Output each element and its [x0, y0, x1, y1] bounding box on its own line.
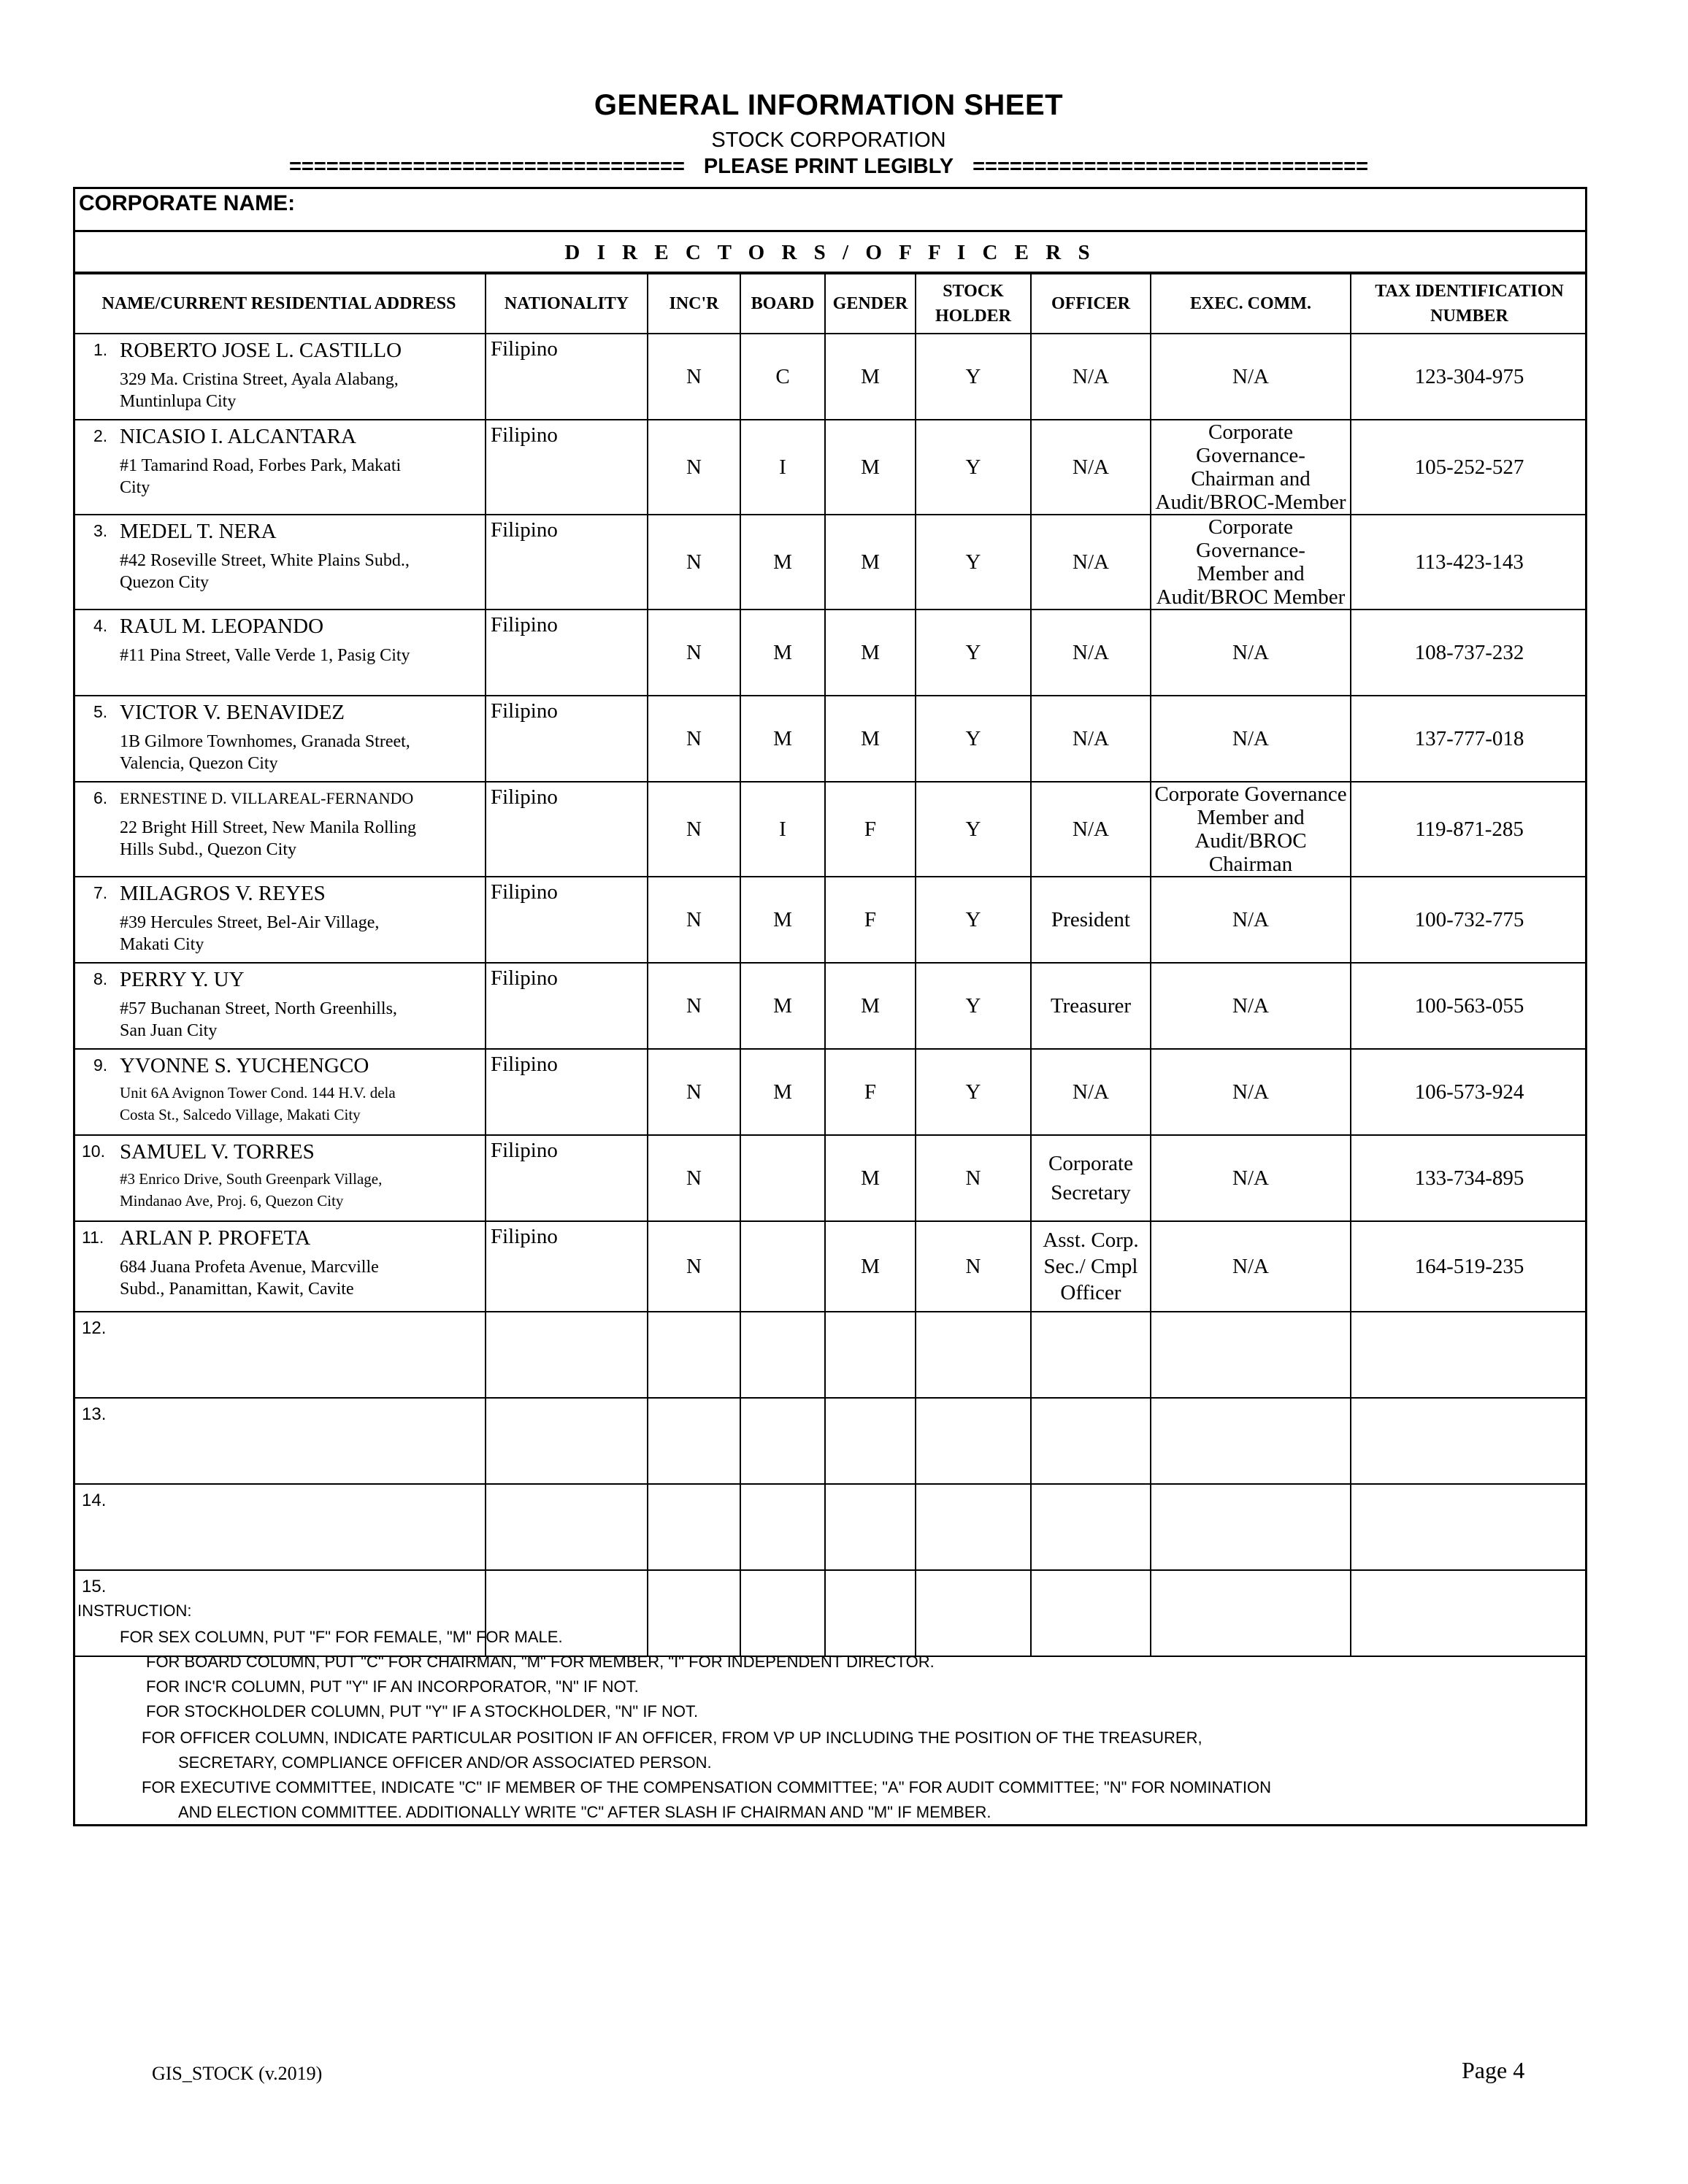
nationality-cell[interactable]: Filipino: [486, 610, 648, 696]
nationality-cell[interactable]: [486, 1398, 648, 1484]
officer-line2: Secretary: [1051, 1181, 1131, 1204]
stockholder-cell[interactable]: Y: [916, 782, 1031, 877]
col-header-tin-line2: NUMBER: [1430, 307, 1508, 326]
tin-cell[interactable]: 100-732-775: [1351, 877, 1587, 963]
officer-line1: Asst. Corp.: [1043, 1228, 1139, 1252]
col-header-tin: [1351, 274, 1587, 334]
row-number: 9.: [93, 1056, 108, 1074]
stockholder-cell[interactable]: Y: [916, 610, 1031, 696]
officer-cell[interactable]: N/A: [1031, 782, 1151, 877]
director-name: VICTOR V. BENAVIDEZ: [120, 701, 345, 724]
director-name: ROBERTO JOSE L. CASTILLO: [120, 339, 402, 362]
table-row-empty: [73, 1484, 1587, 1570]
board-cell[interactable]: M: [740, 877, 825, 963]
row-number: 13.: [82, 1404, 107, 1424]
officer-cell[interactable]: N/A: [1031, 610, 1151, 696]
director-name: PERRY Y. UY: [120, 968, 245, 991]
incr-cell[interactable]: N: [648, 877, 740, 963]
address-line2: Hills Subd., Quezon City: [120, 840, 297, 859]
exec-comm-line2: Member and: [1197, 562, 1305, 585]
instruction-line: FOR OFFICER COLUMN, INDICATE PARTICULAR POSITION IF AN OFFICER, FROM VP UP INCLUDING THE POSITION OF THE TREASURER,: [142, 1729, 1202, 1747]
exec-comm-cell[interactable]: N/A: [1151, 1049, 1351, 1135]
row-number: 1.: [93, 340, 108, 359]
director-name: ERNESTINE D. VILLAREAL-FERNANDO: [120, 789, 414, 807]
col-header-stock-line1: STOCK: [943, 282, 1004, 301]
officer-line2: Sec./ Cmpl: [1043, 1255, 1138, 1278]
officer-cell[interactable]: [1031, 1221, 1151, 1312]
nationality-cell[interactable]: Filipino: [486, 696, 648, 782]
stockholder-cell[interactable]: N: [916, 1135, 1031, 1221]
table-row: [73, 420, 1587, 515]
col-header-board: BOARD: [740, 274, 825, 334]
col-header-name: NAME/CURRENT RESIDENTIAL ADDRESS: [73, 274, 486, 334]
table-row: [73, 1221, 1587, 1312]
incr-cell[interactable]: [648, 1312, 740, 1398]
nationality-cell[interactable]: Filipino: [486, 1135, 648, 1221]
nationality-cell[interactable]: [486, 1484, 648, 1570]
director-name: MEDEL T. NERA: [120, 520, 277, 543]
nationality-cell[interactable]: Filipino: [486, 334, 648, 420]
table-row: [73, 1049, 1587, 1135]
print-legibly-note: PLEASE PRINT LEGIBLY: [703, 155, 954, 178]
row-number: 12.: [82, 1318, 107, 1338]
tin-cell[interactable]: 100-563-055: [1351, 963, 1587, 1049]
exec-comm-line3: Audit/BROC-Member: [1155, 491, 1346, 514]
name-address-cell[interactable]: [73, 877, 486, 963]
incr-cell[interactable]: N: [648, 963, 740, 1049]
table-row: [73, 877, 1587, 963]
tin-cell[interactable]: 137-777-018: [1351, 696, 1587, 782]
incr-cell[interactable]: N: [648, 610, 740, 696]
exec-comm-line1: Corporate Governance-: [1196, 420, 1305, 467]
tin-cell[interactable]: 113-423-143: [1351, 515, 1587, 610]
address-line1: #3 Enrico Drive, South Greenpark Village,: [120, 1170, 383, 1188]
nationality-cell[interactable]: Filipino: [486, 782, 648, 877]
row-number: 11.: [82, 1228, 104, 1247]
exec-comm-line1: Corporate Governance: [1154, 783, 1347, 806]
name-address-cell[interactable]: [73, 782, 486, 877]
officer-cell[interactable]: [1031, 1398, 1151, 1484]
row-number: 15.: [82, 1577, 107, 1596]
name-address-cell[interactable]: [73, 420, 486, 515]
tin-cell[interactable]: 123-304-975: [1351, 334, 1587, 420]
address-line1: #11 Pina Street, Valle Verde 1, Pasig City: [120, 646, 410, 665]
equals-divider-left: ================================: [288, 155, 685, 178]
officer-cell[interactable]: Treasurer: [1031, 963, 1151, 1049]
stockholder-cell[interactable]: Y: [916, 1049, 1031, 1135]
officer-line1: Corporate: [1048, 1152, 1133, 1175]
name-address-cell[interactable]: [73, 963, 486, 1049]
tin-cell[interactable]: 164-519-235: [1351, 1221, 1587, 1312]
instruction-line: AND ELECTION COMMITTEE. ADDITIONALLY WRITE "C" AFTER SLASH IF CHAIRMAN AND "M" IF MEMBER.: [178, 1803, 991, 1821]
officer-line3: Officer: [1060, 1281, 1121, 1304]
incr-cell[interactable]: N: [648, 782, 740, 877]
officer-cell[interactable]: President: [1031, 877, 1151, 963]
address-line2: San Juan City: [120, 1021, 218, 1040]
name-address-cell[interactable]: [73, 515, 486, 610]
tin-cell[interactable]: 106-573-924: [1351, 1049, 1587, 1135]
board-cell[interactable]: M: [740, 696, 825, 782]
exec-comm-cell[interactable]: [1151, 1312, 1351, 1398]
gender-cell[interactable]: [825, 1484, 916, 1570]
gender-cell[interactable]: M: [825, 420, 916, 515]
row-number: 3.: [93, 521, 108, 540]
board-cell[interactable]: C: [740, 334, 825, 420]
address-line1: Unit 6A Avignon Tower Cond. 144 H.V. dela: [120, 1084, 396, 1101]
instruction-line: SECRETARY, COMPLIANCE OFFICER AND/OR ASSOCIATED PERSON.: [178, 1753, 712, 1772]
directors-officers-heading: D I R E C T O R S / O F F I C E R S: [73, 232, 1587, 273]
officer-cell[interactable]: N/A: [1031, 515, 1151, 610]
table-row: [73, 515, 1587, 610]
exec-comm-cell[interactable]: N/A: [1151, 610, 1351, 696]
col-header-exec-comm: EXEC. COMM.: [1151, 274, 1351, 334]
exec-comm-cell[interactable]: N/A: [1151, 963, 1351, 1049]
address-line1: 22 Bright Hill Street, New Manila Rolling: [120, 818, 416, 837]
exec-comm-cell[interactable]: N/A: [1151, 877, 1351, 963]
gender-cell[interactable]: [825, 1398, 916, 1484]
exec-comm-cell[interactable]: [1151, 1398, 1351, 1484]
board-cell[interactable]: M: [740, 515, 825, 610]
exec-comm-cell[interactable]: N/A: [1151, 696, 1351, 782]
form-version: GIS_STOCK (v.2019): [152, 2063, 323, 2084]
col-header-gender: GENDER: [825, 274, 916, 334]
address-line2: Muntinlupa City: [120, 392, 237, 411]
stockholder-cell[interactable]: Y: [916, 515, 1031, 610]
table-row-empty: [73, 1398, 1587, 1484]
nationality-cell[interactable]: Filipino: [486, 420, 648, 515]
equals-divider-right: ================================: [972, 155, 1369, 178]
exec-comm-cell[interactable]: N/A: [1151, 1135, 1351, 1221]
board-cell[interactable]: [740, 1398, 825, 1484]
address-line1: #1 Tamarind Road, Forbes Park, Makati: [120, 456, 402, 475]
officer-cell[interactable]: N/A: [1031, 420, 1151, 515]
col-header-officer: OFFICER: [1031, 274, 1151, 334]
row-number: 8.: [93, 969, 108, 988]
col-header-incr: INC'R: [648, 274, 740, 334]
board-cell[interactable]: [740, 1312, 825, 1398]
name-address-cell[interactable]: [73, 1049, 486, 1135]
col-header-stockholder: [916, 274, 1031, 334]
address-line1: #39 Hercules Street, Bel-Air Village,: [120, 913, 380, 932]
stockholder-cell[interactable]: Y: [916, 963, 1031, 1049]
name-address-cell[interactable]: [73, 696, 486, 782]
instruction-line: FOR BOARD COLUMN, PUT "C" FOR CHAIRMAN, "M" FOR MEMBER, "I" FOR INDEPENDENT DIRECTOR.: [146, 1653, 935, 1671]
address-line1: 329 Ma. Cristina Street, Ayala Alabang,: [120, 370, 399, 389]
address-line2: Mindanao Ave, Proj. 6, Quezon City: [120, 1192, 344, 1210]
table-row: [73, 1135, 1587, 1221]
director-name: RAUL M. LEOPANDO: [120, 615, 324, 638]
gender-cell[interactable]: M: [825, 515, 916, 610]
officer-cell[interactable]: N/A: [1031, 334, 1151, 420]
board-cell[interactable]: [740, 1135, 825, 1221]
table-row: [73, 782, 1587, 877]
incr-cell[interactable]: [648, 1398, 740, 1484]
board-cell[interactable]: I: [740, 420, 825, 515]
instructions-block: [73, 1591, 1587, 1826]
officer-cell[interactable]: N/A: [1031, 1049, 1151, 1135]
exec-comm-cell[interactable]: [1151, 420, 1351, 515]
director-name: YVONNE S. YUCHENGCO: [120, 1054, 369, 1077]
stockholder-cell[interactable]: [916, 1398, 1031, 1484]
name-address-cell[interactable]: [73, 1135, 486, 1221]
row-number: 10.: [82, 1142, 105, 1161]
board-cell[interactable]: M: [740, 963, 825, 1049]
name-address-cell[interactable]: [73, 610, 486, 696]
exec-comm-line2: Member and: [1197, 806, 1305, 829]
name-address-cell[interactable]: [73, 1312, 486, 1398]
stockholder-cell[interactable]: [916, 1312, 1031, 1398]
tin-cell[interactable]: 119-871-285: [1351, 782, 1587, 877]
incr-cell[interactable]: N: [648, 420, 740, 515]
director-name: SAMUEL V. TORRES: [120, 1140, 315, 1164]
tin-cell[interactable]: 105-252-527: [1351, 420, 1587, 515]
tin-cell[interactable]: [1351, 1398, 1587, 1484]
gender-cell[interactable]: M: [825, 696, 916, 782]
stockholder-cell[interactable]: [916, 1484, 1031, 1570]
address-line2: Quezon City: [120, 573, 209, 592]
address-line1: #42 Roseville Street, White Plains Subd.,: [120, 551, 410, 570]
address-line2: Valencia, Quezon City: [120, 754, 278, 773]
exec-comm-cell[interactable]: [1151, 782, 1351, 877]
row-number: 7.: [93, 883, 108, 902]
address-line2: City: [120, 478, 150, 497]
stockholder-cell[interactable]: Y: [916, 696, 1031, 782]
row-number: 2.: [93, 426, 108, 445]
gender-cell[interactable]: [825, 1312, 916, 1398]
incr-cell[interactable]: N: [648, 1135, 740, 1221]
table-row: [73, 696, 1587, 782]
incr-cell[interactable]: N: [648, 1221, 740, 1312]
address-line2: Costa St., Salcedo Village, Makati City: [120, 1106, 361, 1123]
instruction-line: FOR SEX COLUMN, PUT "F" FOR FEMALE, "M" FOR MALE.: [120, 1628, 563, 1646]
officer-cell[interactable]: N/A: [1031, 696, 1151, 782]
nationality-cell[interactable]: [486, 1312, 648, 1398]
nationality-cell[interactable]: Filipino: [486, 1049, 648, 1135]
address-line2: Subd., Panamittan, Kawit, Cavite: [120, 1280, 354, 1299]
incr-cell[interactable]: N: [648, 515, 740, 610]
instruction-line: FOR STOCKHOLDER COLUMN, PUT "Y" IF A STOCKHOLDER, "N" IF NOT.: [146, 1702, 699, 1720]
exec-comm-line3: Audit/BROC Member: [1156, 585, 1346, 609]
col-header-stock-line2: HOLDER: [935, 307, 1011, 326]
table-row-empty: [73, 1312, 1587, 1398]
officer-cell[interactable]: [1031, 1484, 1151, 1570]
name-address-cell[interactable]: [73, 334, 486, 420]
name-address-cell[interactable]: [73, 1221, 486, 1312]
table-header-row: [73, 274, 1587, 334]
nationality-cell[interactable]: Filipino: [486, 1221, 648, 1312]
board-cell[interactable]: M: [740, 1049, 825, 1135]
col-header-tin-line1: TAX IDENTIFICATION: [1375, 282, 1564, 301]
incr-cell[interactable]: [648, 1484, 740, 1570]
page-number: Page 4: [1462, 2057, 1525, 2083]
gender-cell[interactable]: F: [825, 877, 916, 963]
instruction-line: FOR EXECUTIVE COMMITTEE, INDICATE "C" IF MEMBER OF THE COMPENSATION COMMITTEE; "A" FOR AUDIT COMMITTEE; "N" FOR NOMINATION: [142, 1778, 1271, 1796]
address-line1: 684 Juana Profeta Avenue, Marcville: [120, 1258, 379, 1277]
board-cell[interactable]: [740, 1221, 825, 1312]
corporate-name-field[interactable]: [73, 187, 1587, 232]
board-cell[interactable]: I: [740, 782, 825, 877]
row-number: 14.: [82, 1491, 107, 1510]
nationality-cell[interactable]: Filipino: [486, 515, 648, 610]
instructions-title: INSTRUCTION:: [77, 1602, 192, 1620]
corporate-name-label: CORPORATE NAME:: [79, 191, 296, 215]
tin-cell[interactable]: 133-734-895: [1351, 1135, 1587, 1221]
incr-cell[interactable]: N: [648, 1049, 740, 1135]
address-line1: 1B Gilmore Townhomes, Granada Street,: [120, 732, 410, 751]
exec-comm-cell[interactable]: N/A: [1151, 1221, 1351, 1312]
board-cell[interactable]: M: [740, 610, 825, 696]
tin-cell[interactable]: [1351, 1484, 1587, 1570]
gender-cell[interactable]: M: [825, 610, 916, 696]
tin-cell[interactable]: [1351, 1312, 1587, 1398]
sheet-title: GENERAL INFORMATION SHEET: [594, 89, 1064, 121]
address-line2: Makati City: [120, 935, 204, 954]
table-row: [73, 334, 1587, 420]
name-address-cell[interactable]: [73, 1484, 486, 1570]
incr-cell[interactable]: N: [648, 334, 740, 420]
board-cell[interactable]: [740, 1484, 825, 1570]
stockholder-cell[interactable]: Y: [916, 334, 1031, 420]
director-name: NICASIO I. ALCANTARA: [120, 425, 356, 448]
exec-comm-cell[interactable]: [1151, 1484, 1351, 1570]
gender-cell[interactable]: M: [825, 963, 916, 1049]
name-address-cell[interactable]: [73, 1398, 486, 1484]
stockholder-cell[interactable]: Y: [916, 420, 1031, 515]
row-number: 5.: [93, 702, 108, 721]
gender-cell[interactable]: M: [825, 334, 916, 420]
instruction-line: FOR INC'R COLUMN, PUT "Y" IF AN INCORPORATOR, "N" IF NOT.: [146, 1677, 639, 1696]
exec-comm-line3: Audit/BROC Chairman: [1194, 829, 1307, 876]
gender-cell[interactable]: F: [825, 782, 916, 877]
row-number: 6.: [93, 788, 108, 807]
nationality-cell[interactable]: Filipino: [486, 963, 648, 1049]
exec-comm-cell[interactable]: N/A: [1151, 334, 1351, 420]
exec-comm-cell[interactable]: [1151, 515, 1351, 610]
gender-cell[interactable]: M: [825, 1221, 916, 1312]
table-row: [73, 610, 1587, 696]
address-line1: #57 Buchanan Street, North Greenhills,: [120, 999, 397, 1018]
sheet-subtitle: STOCK CORPORATION: [711, 128, 946, 152]
exec-comm-line2: Chairman and: [1191, 467, 1311, 491]
officer-cell[interactable]: [1031, 1312, 1151, 1398]
exec-comm-line1: Corporate Governance-: [1196, 515, 1305, 562]
print-legibly-banner: [0, 155, 1657, 179]
table-row: [73, 963, 1587, 1049]
director-name: ARLAN P. PROFETA: [120, 1226, 311, 1250]
nationality-cell[interactable]: Filipino: [486, 877, 648, 963]
gender-cell[interactable]: M: [825, 1135, 916, 1221]
director-name: MILAGROS V. REYES: [120, 882, 326, 905]
stockholder-cell[interactable]: N: [916, 1221, 1031, 1312]
col-header-nationality: NATIONALITY: [486, 274, 648, 334]
directors-table: [73, 273, 1587, 1657]
stockholder-cell[interactable]: Y: [916, 877, 1031, 963]
officer-cell[interactable]: [1031, 1135, 1151, 1221]
gender-cell[interactable]: F: [825, 1049, 916, 1135]
tin-cell[interactable]: 108-737-232: [1351, 610, 1587, 696]
row-number: 4.: [93, 616, 108, 635]
incr-cell[interactable]: N: [648, 696, 740, 782]
